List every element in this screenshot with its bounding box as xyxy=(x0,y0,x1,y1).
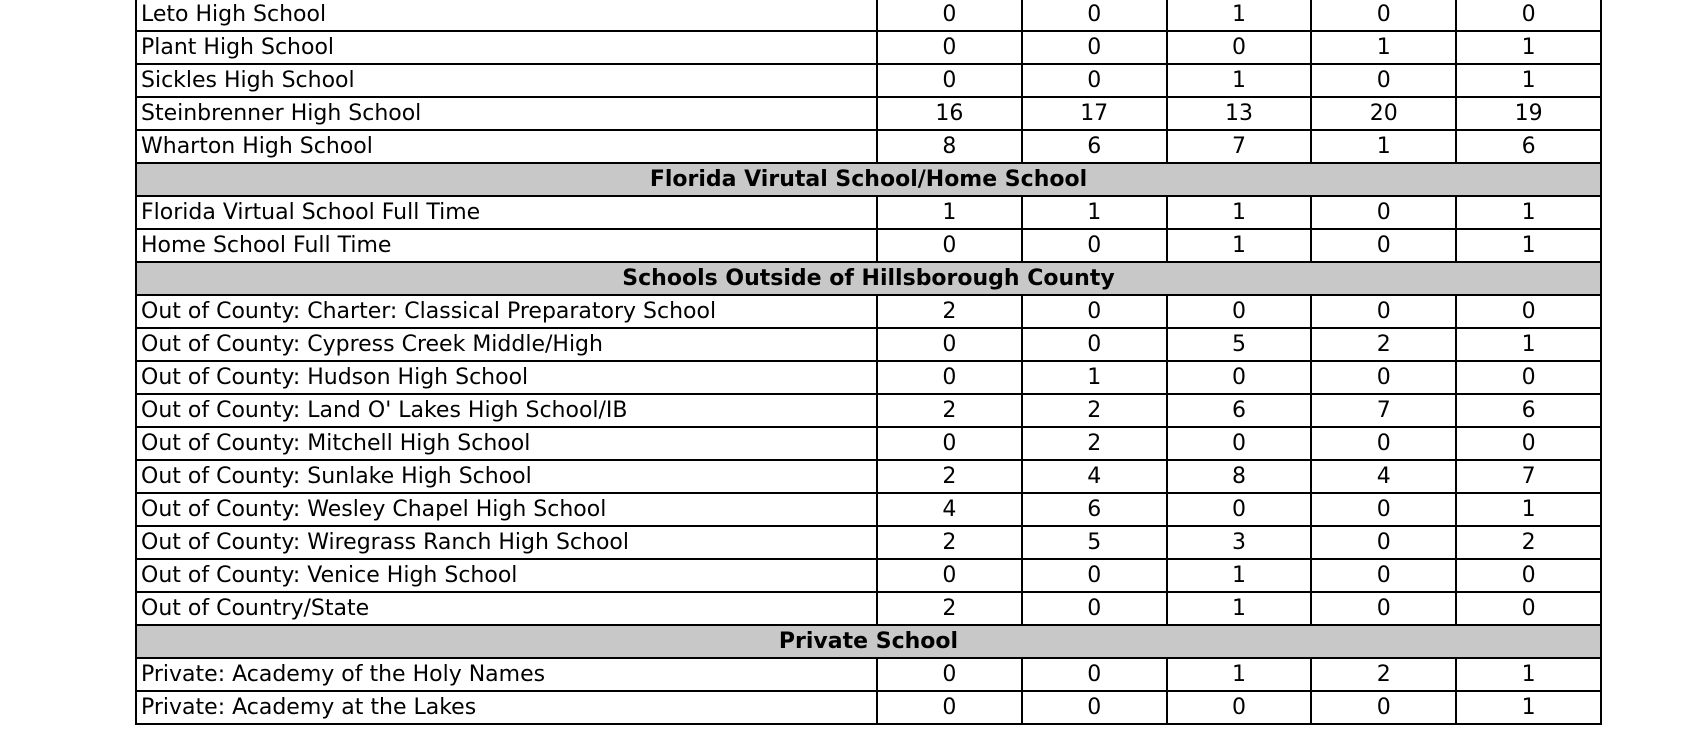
table-row xyxy=(136,592,1601,625)
count-cell: 1 xyxy=(1456,196,1601,229)
count-cell: 1 xyxy=(1456,229,1601,262)
count-cell: 0 xyxy=(1167,691,1312,724)
count-cell: 1 xyxy=(1022,361,1167,394)
count-cell: 0 xyxy=(1022,64,1167,97)
count-cell: 1 xyxy=(1167,592,1312,625)
school-name-cell: Plant High School xyxy=(136,31,877,64)
table-row xyxy=(136,196,1601,229)
count-cell: 5 xyxy=(1022,526,1167,559)
school-name-cell: Florida Virtual School Full Time xyxy=(136,196,877,229)
count-cell: 7 xyxy=(1311,394,1456,427)
count-cell: 1 xyxy=(1167,0,1312,31)
count-cell: 1 xyxy=(1167,559,1312,592)
count-cell: 4 xyxy=(1022,460,1167,493)
count-cell: 7 xyxy=(1167,130,1312,163)
count-cell: 2 xyxy=(877,592,1022,625)
count-cell: 1 xyxy=(1456,64,1601,97)
table-row xyxy=(136,31,1601,64)
count-cell: 0 xyxy=(1167,295,1312,328)
school-name-cell: Out of County: Mitchell High School xyxy=(136,427,877,460)
count-cell: 0 xyxy=(877,427,1022,460)
count-cell: 2 xyxy=(1022,394,1167,427)
count-cell: 8 xyxy=(877,130,1022,163)
count-cell: 6 xyxy=(1022,493,1167,526)
count-cell: 0 xyxy=(1311,64,1456,97)
count-cell: 0 xyxy=(1456,559,1601,592)
section-title: Schools Outside of Hillsborough County xyxy=(136,262,1601,295)
table-row xyxy=(136,493,1601,526)
count-cell: 13 xyxy=(1167,97,1312,130)
count-cell: 1 xyxy=(1456,658,1601,691)
count-cell: 0 xyxy=(1456,0,1601,31)
count-cell: 0 xyxy=(1311,0,1456,31)
school-name-cell: Out of County: Venice High School xyxy=(136,559,877,592)
school-name-cell: Out of County: Wesley Chapel High School xyxy=(136,493,877,526)
school-name-cell: Home School Full Time xyxy=(136,229,877,262)
table-row xyxy=(136,658,1601,691)
section-title: Florida Virutal School/Home School xyxy=(136,163,1601,196)
count-cell: 1 xyxy=(1022,196,1167,229)
count-cell: 0 xyxy=(1022,0,1167,31)
count-cell: 2 xyxy=(877,460,1022,493)
table-row xyxy=(136,130,1601,163)
count-cell: 6 xyxy=(1167,394,1312,427)
table-row xyxy=(136,526,1601,559)
count-cell: 0 xyxy=(1022,658,1167,691)
table-row xyxy=(136,460,1601,493)
count-cell: 0 xyxy=(1022,229,1167,262)
table-body xyxy=(136,0,1601,724)
count-cell: 0 xyxy=(1311,592,1456,625)
count-cell: 0 xyxy=(1022,691,1167,724)
table-row xyxy=(136,559,1601,592)
count-cell: 2 xyxy=(1311,658,1456,691)
count-cell: 1 xyxy=(1456,31,1601,64)
table-row xyxy=(136,97,1601,130)
count-cell: 1 xyxy=(1311,130,1456,163)
count-cell: 2 xyxy=(877,526,1022,559)
count-cell: 0 xyxy=(877,559,1022,592)
count-cell: 0 xyxy=(1456,592,1601,625)
count-cell: 0 xyxy=(1167,493,1312,526)
section-header-row xyxy=(136,163,1601,196)
count-cell: 8 xyxy=(1167,460,1312,493)
count-cell: 1 xyxy=(1167,658,1312,691)
count-cell: 0 xyxy=(1311,361,1456,394)
school-name-cell: Leto High School xyxy=(136,0,877,31)
count-cell: 2 xyxy=(1456,526,1601,559)
count-cell: 4 xyxy=(1311,460,1456,493)
count-cell: 0 xyxy=(1167,31,1312,64)
count-cell: 2 xyxy=(1022,427,1167,460)
count-cell: 0 xyxy=(1311,196,1456,229)
count-cell: 4 xyxy=(877,493,1022,526)
table-row xyxy=(136,361,1601,394)
table-row xyxy=(136,394,1601,427)
count-cell: 0 xyxy=(877,658,1022,691)
school-name-cell: Out of County: Land O' Lakes High School/IB xyxy=(136,394,877,427)
count-cell: 0 xyxy=(1022,295,1167,328)
count-cell: 0 xyxy=(877,0,1022,31)
school-name-cell: Out of County: Charter: Classical Preparatory School xyxy=(136,295,877,328)
section-header-row xyxy=(136,262,1601,295)
count-cell: 20 xyxy=(1311,97,1456,130)
count-cell: 2 xyxy=(877,295,1022,328)
enrollment-table xyxy=(135,0,1602,725)
count-cell: 0 xyxy=(877,64,1022,97)
count-cell: 0 xyxy=(877,31,1022,64)
table-row xyxy=(136,295,1601,328)
table-row xyxy=(136,691,1601,724)
count-cell: 0 xyxy=(1022,592,1167,625)
table-row xyxy=(136,328,1601,361)
count-cell: 3 xyxy=(1167,526,1312,559)
section-header-row xyxy=(136,625,1601,658)
table-row xyxy=(136,229,1601,262)
count-cell: 0 xyxy=(1022,559,1167,592)
count-cell: 0 xyxy=(1022,328,1167,361)
count-cell: 0 xyxy=(1167,427,1312,460)
count-cell: 0 xyxy=(1022,31,1167,64)
count-cell: 1 xyxy=(1167,196,1312,229)
count-cell: 0 xyxy=(1456,295,1601,328)
school-name-cell: Out of County: Hudson High School xyxy=(136,361,877,394)
count-cell: 0 xyxy=(1456,427,1601,460)
table-row xyxy=(136,0,1601,31)
count-cell: 0 xyxy=(1311,427,1456,460)
count-cell: 1 xyxy=(877,196,1022,229)
count-cell: 6 xyxy=(1456,394,1601,427)
section-title: Private School xyxy=(136,625,1601,658)
count-cell: 19 xyxy=(1456,97,1601,130)
count-cell: 1 xyxy=(1167,229,1312,262)
count-cell: 0 xyxy=(877,361,1022,394)
school-name-cell: Out of County: Sunlake High School xyxy=(136,460,877,493)
count-cell: 1 xyxy=(1456,493,1601,526)
school-name-cell: Private: Academy at the Lakes xyxy=(136,691,877,724)
school-name-cell: Out of County: Cypress Creek Middle/High xyxy=(136,328,877,361)
school-name-cell: Wharton High School xyxy=(136,130,877,163)
school-name-cell: Private: Academy of the Holy Names xyxy=(136,658,877,691)
count-cell: 5 xyxy=(1167,328,1312,361)
school-name-cell: Steinbrenner High School xyxy=(136,97,877,130)
count-cell: 6 xyxy=(1456,130,1601,163)
count-cell: 0 xyxy=(877,229,1022,262)
count-cell: 1 xyxy=(1311,31,1456,64)
count-cell: 0 xyxy=(1311,229,1456,262)
count-cell: 0 xyxy=(1311,493,1456,526)
count-cell: 17 xyxy=(1022,97,1167,130)
count-cell: 1 xyxy=(1456,328,1601,361)
count-cell: 1 xyxy=(1167,64,1312,97)
table-row xyxy=(136,427,1601,460)
count-cell: 0 xyxy=(1311,559,1456,592)
count-cell: 1 xyxy=(1456,691,1601,724)
count-cell: 7 xyxy=(1456,460,1601,493)
count-cell: 2 xyxy=(877,394,1022,427)
count-cell: 0 xyxy=(877,691,1022,724)
count-cell: 0 xyxy=(1167,361,1312,394)
count-cell: 2 xyxy=(1311,328,1456,361)
count-cell: 0 xyxy=(1311,295,1456,328)
count-cell: 0 xyxy=(1456,361,1601,394)
count-cell: 0 xyxy=(1311,691,1456,724)
school-name-cell: Sickles High School xyxy=(136,64,877,97)
school-name-cell: Out of County: Wiregrass Ranch High School xyxy=(136,526,877,559)
count-cell: 16 xyxy=(877,97,1022,130)
table-row xyxy=(136,64,1601,97)
count-cell: 6 xyxy=(1022,130,1167,163)
count-cell: 0 xyxy=(877,328,1022,361)
school-name-cell: Out of Country/State xyxy=(136,592,877,625)
count-cell: 0 xyxy=(1311,526,1456,559)
